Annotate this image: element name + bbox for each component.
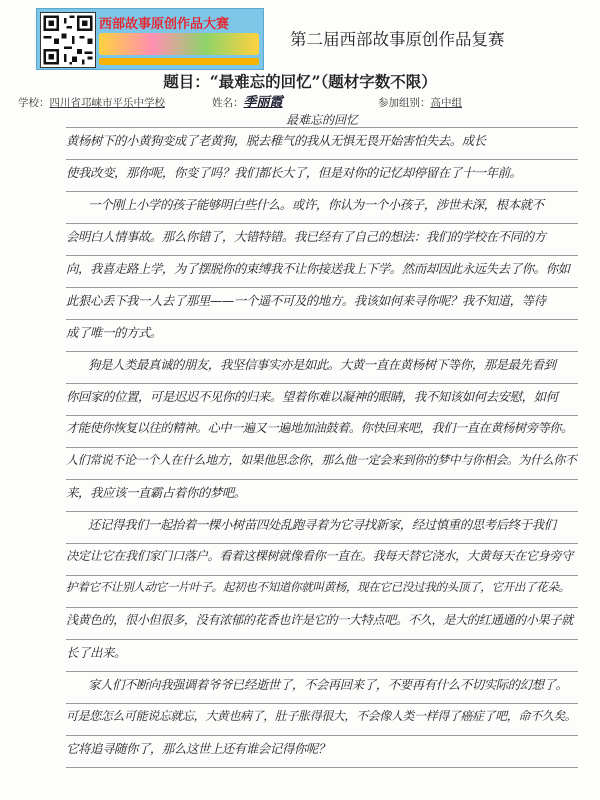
essay-line: 你回家的位置，可是迟迟不见你的归来。望着你难以凝神的眼睛，我不知该如何去安慰，如何: [66, 389, 558, 404]
school-field: [18, 95, 165, 110]
banner-illustration: [99, 33, 259, 55]
rule-line: [66, 319, 578, 320]
contest-banner: [36, 8, 264, 70]
essay-line: 还记得我们一起抬着一棵小树苗四处乱跑寻着为它寻找新家，经过慎重的思考后终于我们: [88, 517, 556, 532]
essay-line: 使我改变，那你呢，你变了吗？我们都长大了，但是对你的记忆却停留在了十一年前。: [66, 165, 522, 180]
rule-line: [66, 671, 578, 672]
essay-line: 才能使你恢复以往的精神。心中一遍又一遍地加油鼓着。你快回来吧，我们一直在黄杨树旁等你。: [66, 421, 573, 435]
qr-code-icon: [40, 12, 96, 68]
rule-line: [66, 159, 578, 160]
school-label: 学校：: [18, 97, 50, 109]
school-value: 四川省邛崃市平乐中学校: [49, 97, 165, 109]
rule-line: [66, 223, 578, 224]
essay-line: 家人们不断向我强调着爷爷已经逝世了，不会再回来了，不要再有什么不切实际的幻想了。: [88, 677, 568, 692]
essay-line: 黄杨树下的小黄狗变成了老黄狗，脱去稚气的我从无惧无畏开始害怕失去。成长: [66, 133, 486, 148]
rule-line: [66, 543, 578, 544]
rule-line: [66, 255, 578, 256]
ruled-sheet: [66, 111, 578, 791]
essay-line: 狗是人类最真诚的朋友，我坚信事实亦是如此。大黄一直在黄杨树下等你，那是最先看到: [88, 357, 556, 372]
essay-line: 成了唯一的方式。: [66, 325, 162, 340]
essay-line: 一个刚上小学的孩子能够明白些什么。或许，你认为一个小孩子，涉世未深，根本就不: [88, 197, 544, 212]
essay-line: 会明白人情事故。那么你错了，大错特错。我已经有了自己的想法：我们的学校在不同的方: [66, 229, 546, 244]
essay-line: 浅黄色的，很小但很多，没有浓郁的花香也许是它的一大特点吧。不久，是大的红通通的小果子就: [66, 613, 573, 627]
essay-line: 护着它不让别人动它一片叶子。起初也不知道你就叫黄杨，现在它已没过我的头顶了，它开出了花朵。: [66, 580, 570, 594]
essay-line: 人们常说不论一个人在什么地方，如果他思念你，那么他一定会来到你的梦中与你相会。为什么你不: [66, 453, 577, 467]
essay-line: 来，我应该一直霸占着你的梦吧。: [66, 485, 246, 500]
name-label: 姓名：: [212, 97, 244, 109]
essay-topic: 题目：“最难忘的回忆”（题材字数不限）: [163, 72, 437, 91]
essay-line: 此狠心丢下我一人去了那里——一个遥不可及的地方。我该如何来寻你呢？我不知道，等待: [66, 293, 546, 308]
rule-line: [66, 383, 578, 384]
group-label: 参加组别：: [378, 97, 431, 109]
rule-line: [66, 607, 578, 608]
essay-heading: 最难忘的回忆: [285, 113, 358, 127]
rule-line: [66, 511, 578, 512]
rule-line: [66, 287, 578, 288]
banner-title: 西部故事原创作品大赛: [99, 17, 230, 32]
group-field: [378, 95, 462, 110]
rule-line: [66, 351, 578, 352]
essay-line: 长了出来。: [66, 645, 126, 660]
essay-line: 向，我喜走路上学，为了摆脱你的束缚我不让你接送我上下学。然而却因此永远失去了你。你如: [66, 261, 570, 276]
rule-line: [66, 703, 578, 704]
rule-line: [66, 447, 578, 448]
essay-line: 决定让它在我们家门口落户。看着这棵树就像看你一直在。我每天替它浇水，大黄每天在它身旁守: [66, 549, 573, 563]
rule-line: [66, 575, 578, 576]
essay-line: 可是您怎么可能说忘就忘，大黄也病了，肚子胀得很大，不会像人类一样得了癌症了吧，命不久矣。: [66, 709, 577, 723]
name-field: [212, 91, 283, 110]
rule-line: [66, 735, 578, 736]
group-value: 高中组: [430, 97, 462, 109]
banner-strip: [99, 58, 259, 65]
rule-line: [66, 639, 578, 640]
rule-line: [66, 415, 578, 416]
rule-line: [66, 767, 578, 768]
rule-line: [66, 127, 578, 128]
essay-line: 它将追寻随你了，那么这世上还有谁会记得你呢？: [66, 741, 330, 756]
contest-title: 第二届西部故事原创作品复赛: [290, 30, 505, 49]
rule-line: [66, 191, 578, 192]
name-signature: 季丽霞: [243, 95, 283, 110]
rule-line: [66, 479, 578, 480]
